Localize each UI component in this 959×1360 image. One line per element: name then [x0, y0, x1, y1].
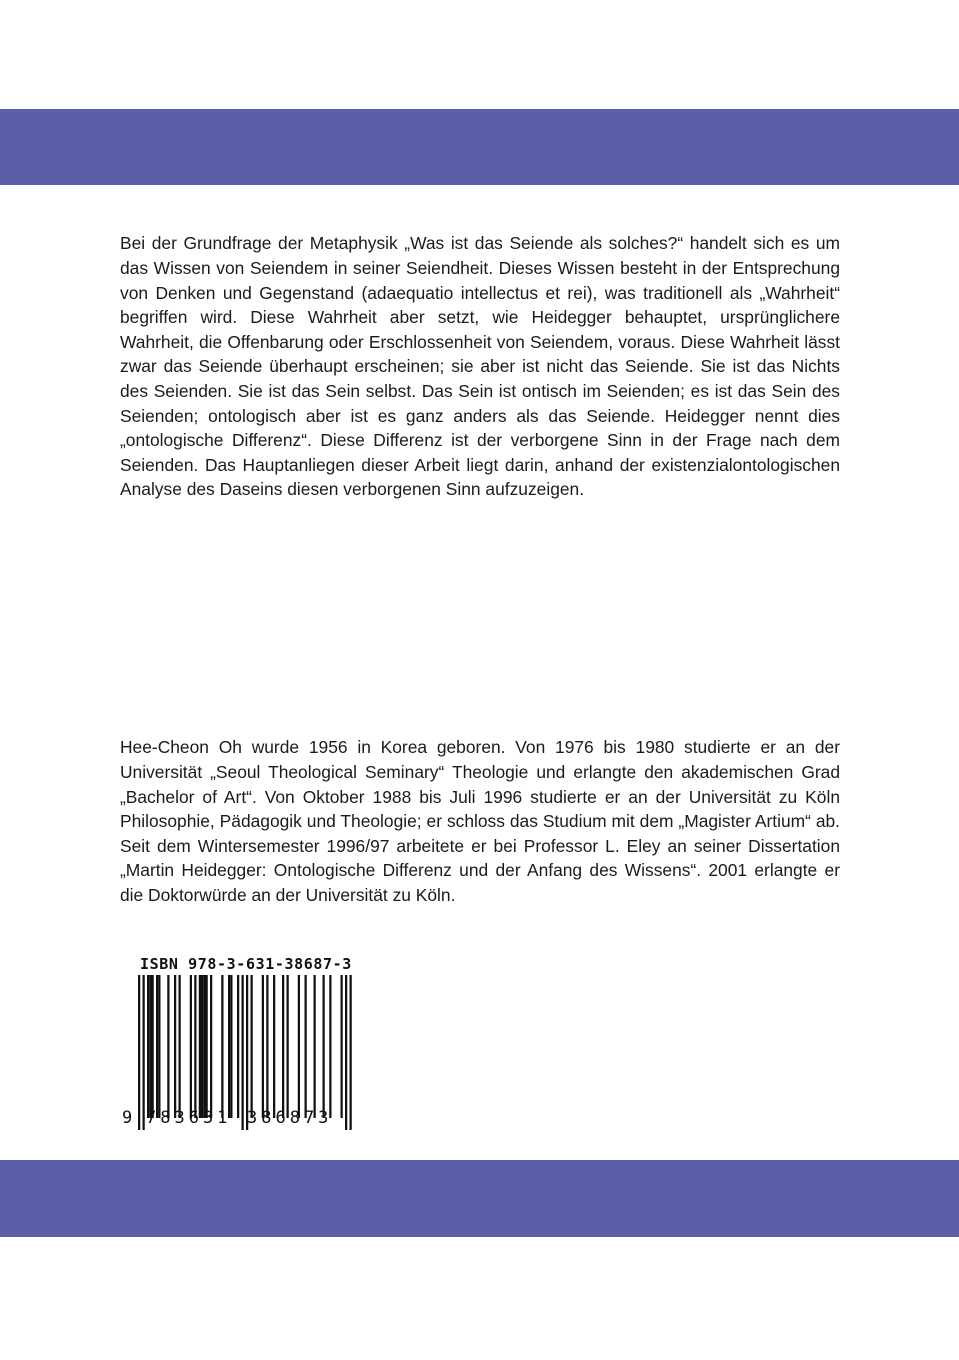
- barcode-bar: [179, 975, 181, 1118]
- barcode-bar: [199, 975, 201, 1118]
- barcode-bar: [149, 975, 151, 1118]
- barcode-bar: [190, 975, 192, 1118]
- barcode-bar: [305, 975, 307, 1118]
- barcode-bar: [152, 975, 154, 1118]
- barcode-bar: [341, 975, 343, 1118]
- barcode-bar: [350, 975, 352, 1130]
- isbn-barcode: [120, 955, 360, 1150]
- barcode-bar: [246, 975, 248, 1130]
- barcode-bar: [314, 975, 316, 1118]
- barcode-bar: [194, 975, 196, 1118]
- barcode-bar: [230, 975, 232, 1118]
- barcode-bar: [174, 975, 176, 1118]
- author-bio-paragraph: Hee-Cheon Oh wurde 1956 in Korea geboren. Von 1976 bis 1980 studierte er an der Universität „Seoul Theological Seminary“ Theologie und erlangte den akademischen Grad „Bachelor of Art“. Von Oktober 1988 bis Juli 1996 studierte er an der Universität zu Köln Philosophie, Pädagogik und Theologie; er schloss das Studium mit dem „Magister Artium“ ab. Seit dem Wintersemester 1996/97 arbeitete er bei Professor L. Eley an seiner Dissertation „Martin Heidegger: Ontologische Differenz und der Anfang des Wissens“. 2001 erlangte er die Doktorwürde an der Universität zu Köln.: [120, 737, 840, 905]
- barcode-bar: [298, 975, 300, 1118]
- barcode-bar: [266, 975, 268, 1118]
- barcode-bar: [323, 975, 325, 1118]
- barcode-bar: [167, 975, 169, 1118]
- barcode-bar: [329, 975, 331, 1118]
- barcode-bar: [138, 975, 140, 1130]
- barcode-first-digit: 9: [122, 1108, 133, 1128]
- barcode-bar: [221, 975, 223, 1118]
- barcode-bar: [262, 975, 264, 1118]
- barcode-bar: [242, 975, 244, 1130]
- isbn-label: ISBN 978-3-631-38687-3: [140, 955, 352, 973]
- barcode-bar: [203, 975, 205, 1118]
- barcode-bar: [237, 975, 239, 1118]
- barcode-bar: [158, 975, 160, 1118]
- barcode-bar: [273, 975, 275, 1118]
- barcode-bar: [287, 975, 289, 1118]
- barcode-bars: [120, 975, 355, 1130]
- barcode-bar: [282, 975, 284, 1118]
- barcode-left-digits: 783631: [146, 1108, 232, 1128]
- barcode-right-digits: 386873: [247, 1108, 333, 1128]
- barcode-bar: [147, 975, 149, 1118]
- barcode-bar: [345, 975, 347, 1130]
- barcode-bar: [251, 975, 253, 1118]
- barcode-bar: [156, 975, 158, 1118]
- barcode-bar: [228, 975, 230, 1118]
- abstract-paragraph: Bei der Grundfrage der Metaphysik „Was ist das Seiende als solches?“ handelt sich es um das Wissen von Seiendem in seiner Seiendheit. Dieses Wissen besteht in der Entsprechung von Denken und Gegenstand (adaequatio intellectus et rei), was traditionell als „Wahrheit“ begriffen wird. Diese Wahrheit aber setzt, wie Heidegger behauptet, ursprünglichere Wahrheit, die Offenbarung oder Erschlossenheit von Seiendem, voraus. Diese Wahrheit lässt zwar das Seiende überhaupt erscheinen; sie aber ist nicht das Seiende. Sie ist das Nichts des Seienden. Sie ist das Sein selbst. Das Sein ist ontisch im Seienden; es ist das Sein des Seienden; ontologisch aber ist es ganz anders als das Seiende. Heidegger nennt dies „ontologische Differenz“. Diese Differenz ist der verborgene Sinn in der Frage nach dem Seienden. Das Hauptanliegen dieser Arbeit liegt darin, anhand der existenzialontologischen Analyse des Daseins diesen verborgenen Sinn aufzuzeigen.: [120, 233, 840, 500]
- barcode-bar: [210, 975, 212, 1118]
- barcode-bar: [201, 975, 203, 1118]
- top-color-band: [0, 109, 959, 185]
- bottom-color-band: [0, 1160, 959, 1237]
- barcode-bar: [206, 975, 208, 1118]
- barcode-bar: [143, 975, 145, 1130]
